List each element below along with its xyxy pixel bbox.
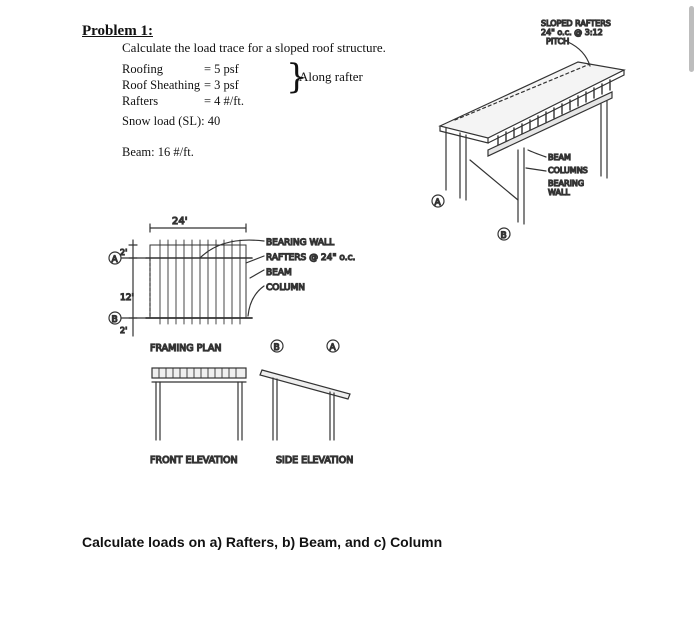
persp-label-wall: WALL	[548, 188, 570, 197]
persp-grid-a: A	[434, 198, 441, 208]
framing-plan	[109, 216, 355, 354]
persp-label-beam: BEAM	[548, 153, 571, 162]
framing-plan-title: FRAMING PLAN	[150, 343, 222, 354]
plan-dim-side: 12'	[120, 293, 134, 303]
plan-label-beam: BEAM	[266, 268, 292, 278]
side-elevation	[260, 370, 353, 466]
persp-label-bearing: BEARING	[548, 179, 585, 188]
brace-label: Along rafter	[299, 69, 363, 84]
load-label: Roof Sheathing	[122, 78, 201, 92]
load-value: = 5 psf	[204, 62, 239, 76]
load-value: = 4 #/ft.	[204, 94, 245, 108]
plan-grid-b: B	[111, 315, 118, 325]
problem-title: Problem 1:	[82, 23, 153, 39]
plan-dim-small-top: 2'	[120, 248, 128, 257]
front-elevation-title: FRONT ELEVATION	[150, 455, 238, 466]
elev-grid-b: B	[273, 343, 280, 353]
plan-dim-top: 24'	[172, 216, 188, 227]
plan-label-bearing-wall: BEARING WALL	[266, 238, 335, 248]
question-text: Calculate loads on a) Rafters, b) Beam, and c) Column	[82, 534, 443, 550]
front-elevation	[150, 368, 246, 466]
elev-grid-a: A	[329, 343, 336, 353]
problem-instruction: Calculate the load trace for a sloped roof structure.	[122, 40, 386, 55]
snow-load: Snow load (SL): 40	[122, 114, 221, 128]
pitch-note-1: SLOPED RAFTERS	[541, 19, 611, 28]
persp-label-columns: COLUMNS	[548, 166, 588, 175]
persp-grid-b: B	[500, 231, 507, 241]
plan-label-rafters: RAFTERS @ 24" o.c.	[266, 253, 356, 263]
load-value: = 3 psf	[204, 78, 239, 92]
pitch-note-3: PITCH	[546, 37, 570, 46]
load-label: Rafters	[122, 94, 159, 108]
plan-dim-small-bottom: 2'	[120, 326, 128, 335]
plan-label-column: COLUMN	[266, 283, 306, 293]
pitch-note-2: 24" o.c. @ 3:12	[541, 28, 603, 37]
perspective-view	[432, 19, 624, 241]
plan-grid-a: A	[111, 255, 118, 265]
beam-load: Beam: 16 #/ft.	[122, 145, 194, 159]
brace-symbol: }	[286, 57, 308, 97]
load-label: Roofing	[122, 62, 163, 76]
side-elevation-title: SIDE ELEVATION	[276, 455, 354, 466]
